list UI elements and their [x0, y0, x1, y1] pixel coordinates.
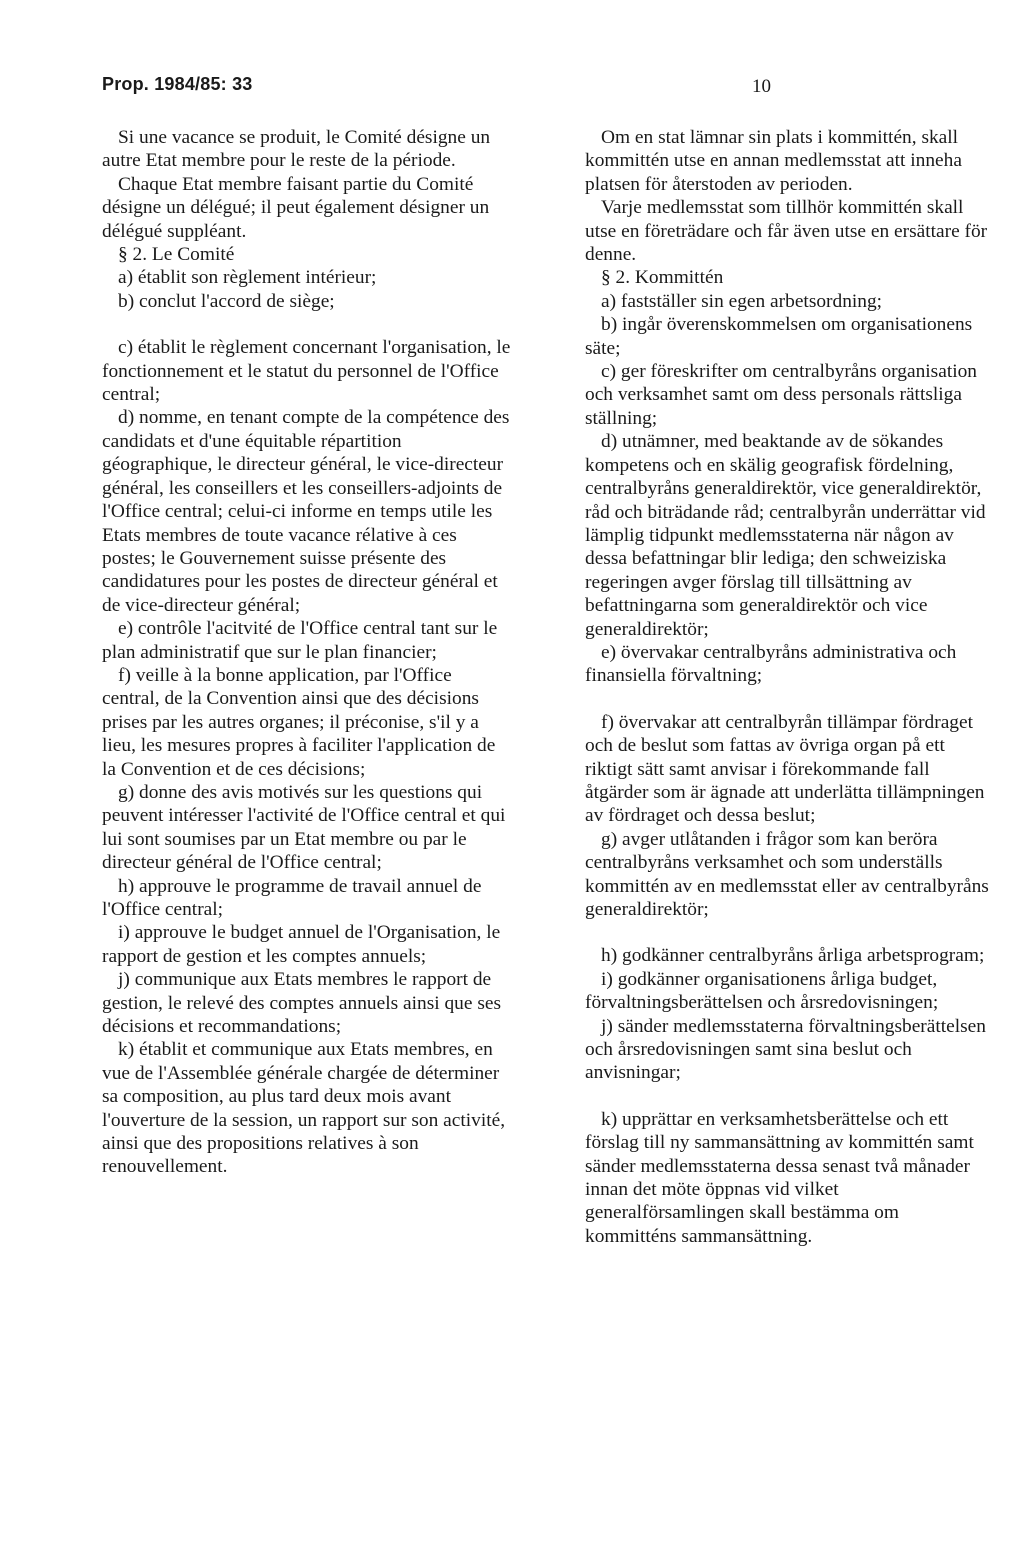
sv-item-b: b) ingår överenskommelsen om organisationens säte;: [585, 314, 973, 359]
fr-item-g: g) donne des avis motivés sur les questions qui peuvent intéresser l'activité de l'Office central et qui lui sont soumises par un Etat membre ou par le directeur général de l'Office central;: [102, 781, 506, 874]
sv-item-a: a) fastställer sin egen arbetsordning;: [601, 290, 883, 312]
sv-item-c: c) ger föreskrifter om centralbyråns organisation och verksamhet samt om dess personals rättsliga ställning;: [585, 361, 977, 429]
fr-item-h: h) approuve le programme de travail annuel de l'Office central;: [102, 875, 482, 920]
fr-item-c: c) établit le règlement concernant l'organisation, le fonctionnement et le statut du personnel de l'Office central;: [102, 337, 511, 406]
sv-item-i: i) godkänner organisationens årliga budget, förvaltningsberättelsen och årsredovisningen;: [585, 968, 939, 1014]
sv-item-f: f) övervakar att centralbyrån tillämpar fördraget och de beslut som fattas av övriga organ på ett riktigt sätt samt anvisar i förekommande fall åtgärder som är ägnade att underlätta tillämpningen av fördraget och dessa beslut;: [585, 711, 985, 827]
fr-section-heading: § 2. Le Comité: [118, 244, 235, 266]
sv-item-k: k) upprättar en verksamhetsberättelse och ett förslag till ny sammansättning av kommittén samt sänder medlemsstaterna dessa senast två månader innan det möte öppnas vid vilket generalförsamlingen skall bestämma om kommitténs sammansättning.: [585, 1108, 974, 1247]
sv-section-heading: § 2. Kommittén: [601, 267, 724, 289]
sv-item-j: j) sänder medlemsstaterna förvaltningsberättelsen och årsredovisningen samt sina beslut och anvisningar;: [585, 1015, 986, 1084]
fr-item-j: j) communique aux Etats membres le rapport de gestion, le relevé des comptes annuels ainsi que ses décisions et recommandations;: [102, 969, 502, 1038]
fr-para-delegate: Chaque Etat membre faisant partie du Comité désigne un délégué; il peut également désigner un délégué suppléant.: [102, 173, 490, 242]
sv-item-g: g) avger utlåtanden i frågor som kan beröra centralbyråns verksamhet och som underställs kommittén av en medlemsstat eller av centralbyråns generaldirektör;: [585, 828, 989, 920]
sv-item-h: h) godkänner centralbyråns årliga arbetsprogram;: [601, 945, 985, 967]
fr-item-d: d) nomme, en tenant compte de la compétence des candidats et d'une équitable répartition géographique, le directeur général, le vice-directeur général, les conseillers et les conseillers-adjoints de l'Office central; celui-ci informe en temps utile les Etats membres de toute vacance rélative à ces postes; le Gouvernement suisse présente des candidatures pour les postes de directeur général et de vice-directeur général;: [102, 407, 510, 616]
fr-item-a: a) établit son règlement intérieur;: [118, 267, 377, 289]
sv-item-e: e) övervakar centralbyråns administrativa och finansiella förvaltning;: [585, 641, 957, 687]
fr-item-b: b) conclut l'accord de siège;: [118, 290, 335, 312]
fr-para-vacancy: Si une vacance se produit, le Comité désigne un autre Etat membre pour le reste de la période.: [102, 127, 491, 172]
fr-item-k: k) établit et communique aux Etats membres, en vue de l'Assemblée générale chargée de déterminer sa composition, au plus tard deux mois avant l'ouverture de la session, un rapport sur son activité, ainsi que des propositions relatives à son renouvellement.: [102, 1039, 506, 1178]
document-reference: Prop. 1984/85: 33: [102, 74, 253, 94]
page-number: 10: [752, 76, 771, 97]
fr-item-f: f) veille à la bonne application, par l'Office central, de la Convention ainsi que des décisions prises par les autres organes; il préconise, s'il y a lieu, les mesures propres à faciliter l'application de la Convention et de ces décisions;: [102, 664, 496, 780]
fr-item-i: i) approuve le budget annuel de l'Organisation, le rapport de gestion et les comptes annuels;: [102, 922, 501, 967]
fr-item-e: e) contrôle l'acitvité de l'Office central tant sur le plan administratif que sur le plan financier;: [102, 618, 498, 663]
sv-para-delegate: Varje medlemsstat som tillhör kommittén skall utse en företrädare och får även utse en ersättare för denne.: [585, 197, 988, 266]
swedish-column: [585, 126, 995, 1248]
sv-para-vacancy: Om en stat lämnar sin plats i kommittén, skall kommittén utse en annan medlemsstat att inneha platsen för återstoden av perioden.: [585, 127, 962, 195]
sv-item-d: d) utnämner, med beaktande av de sökandes kompetens och en skälig geografisk fördelning, centralbyråns generaldirektör, vice generaldirektör, råd och biträdande råd; centralbyrån underrättar vid lämplig tidpunkt medlemsstaterna när någon av dessa befattningar blir lediga; den schweiziska regeringen avger förslag till tillsättning av befattningarna som generaldirektör och vice generaldirektör;: [585, 431, 986, 640]
french-column: [102, 126, 512, 1179]
